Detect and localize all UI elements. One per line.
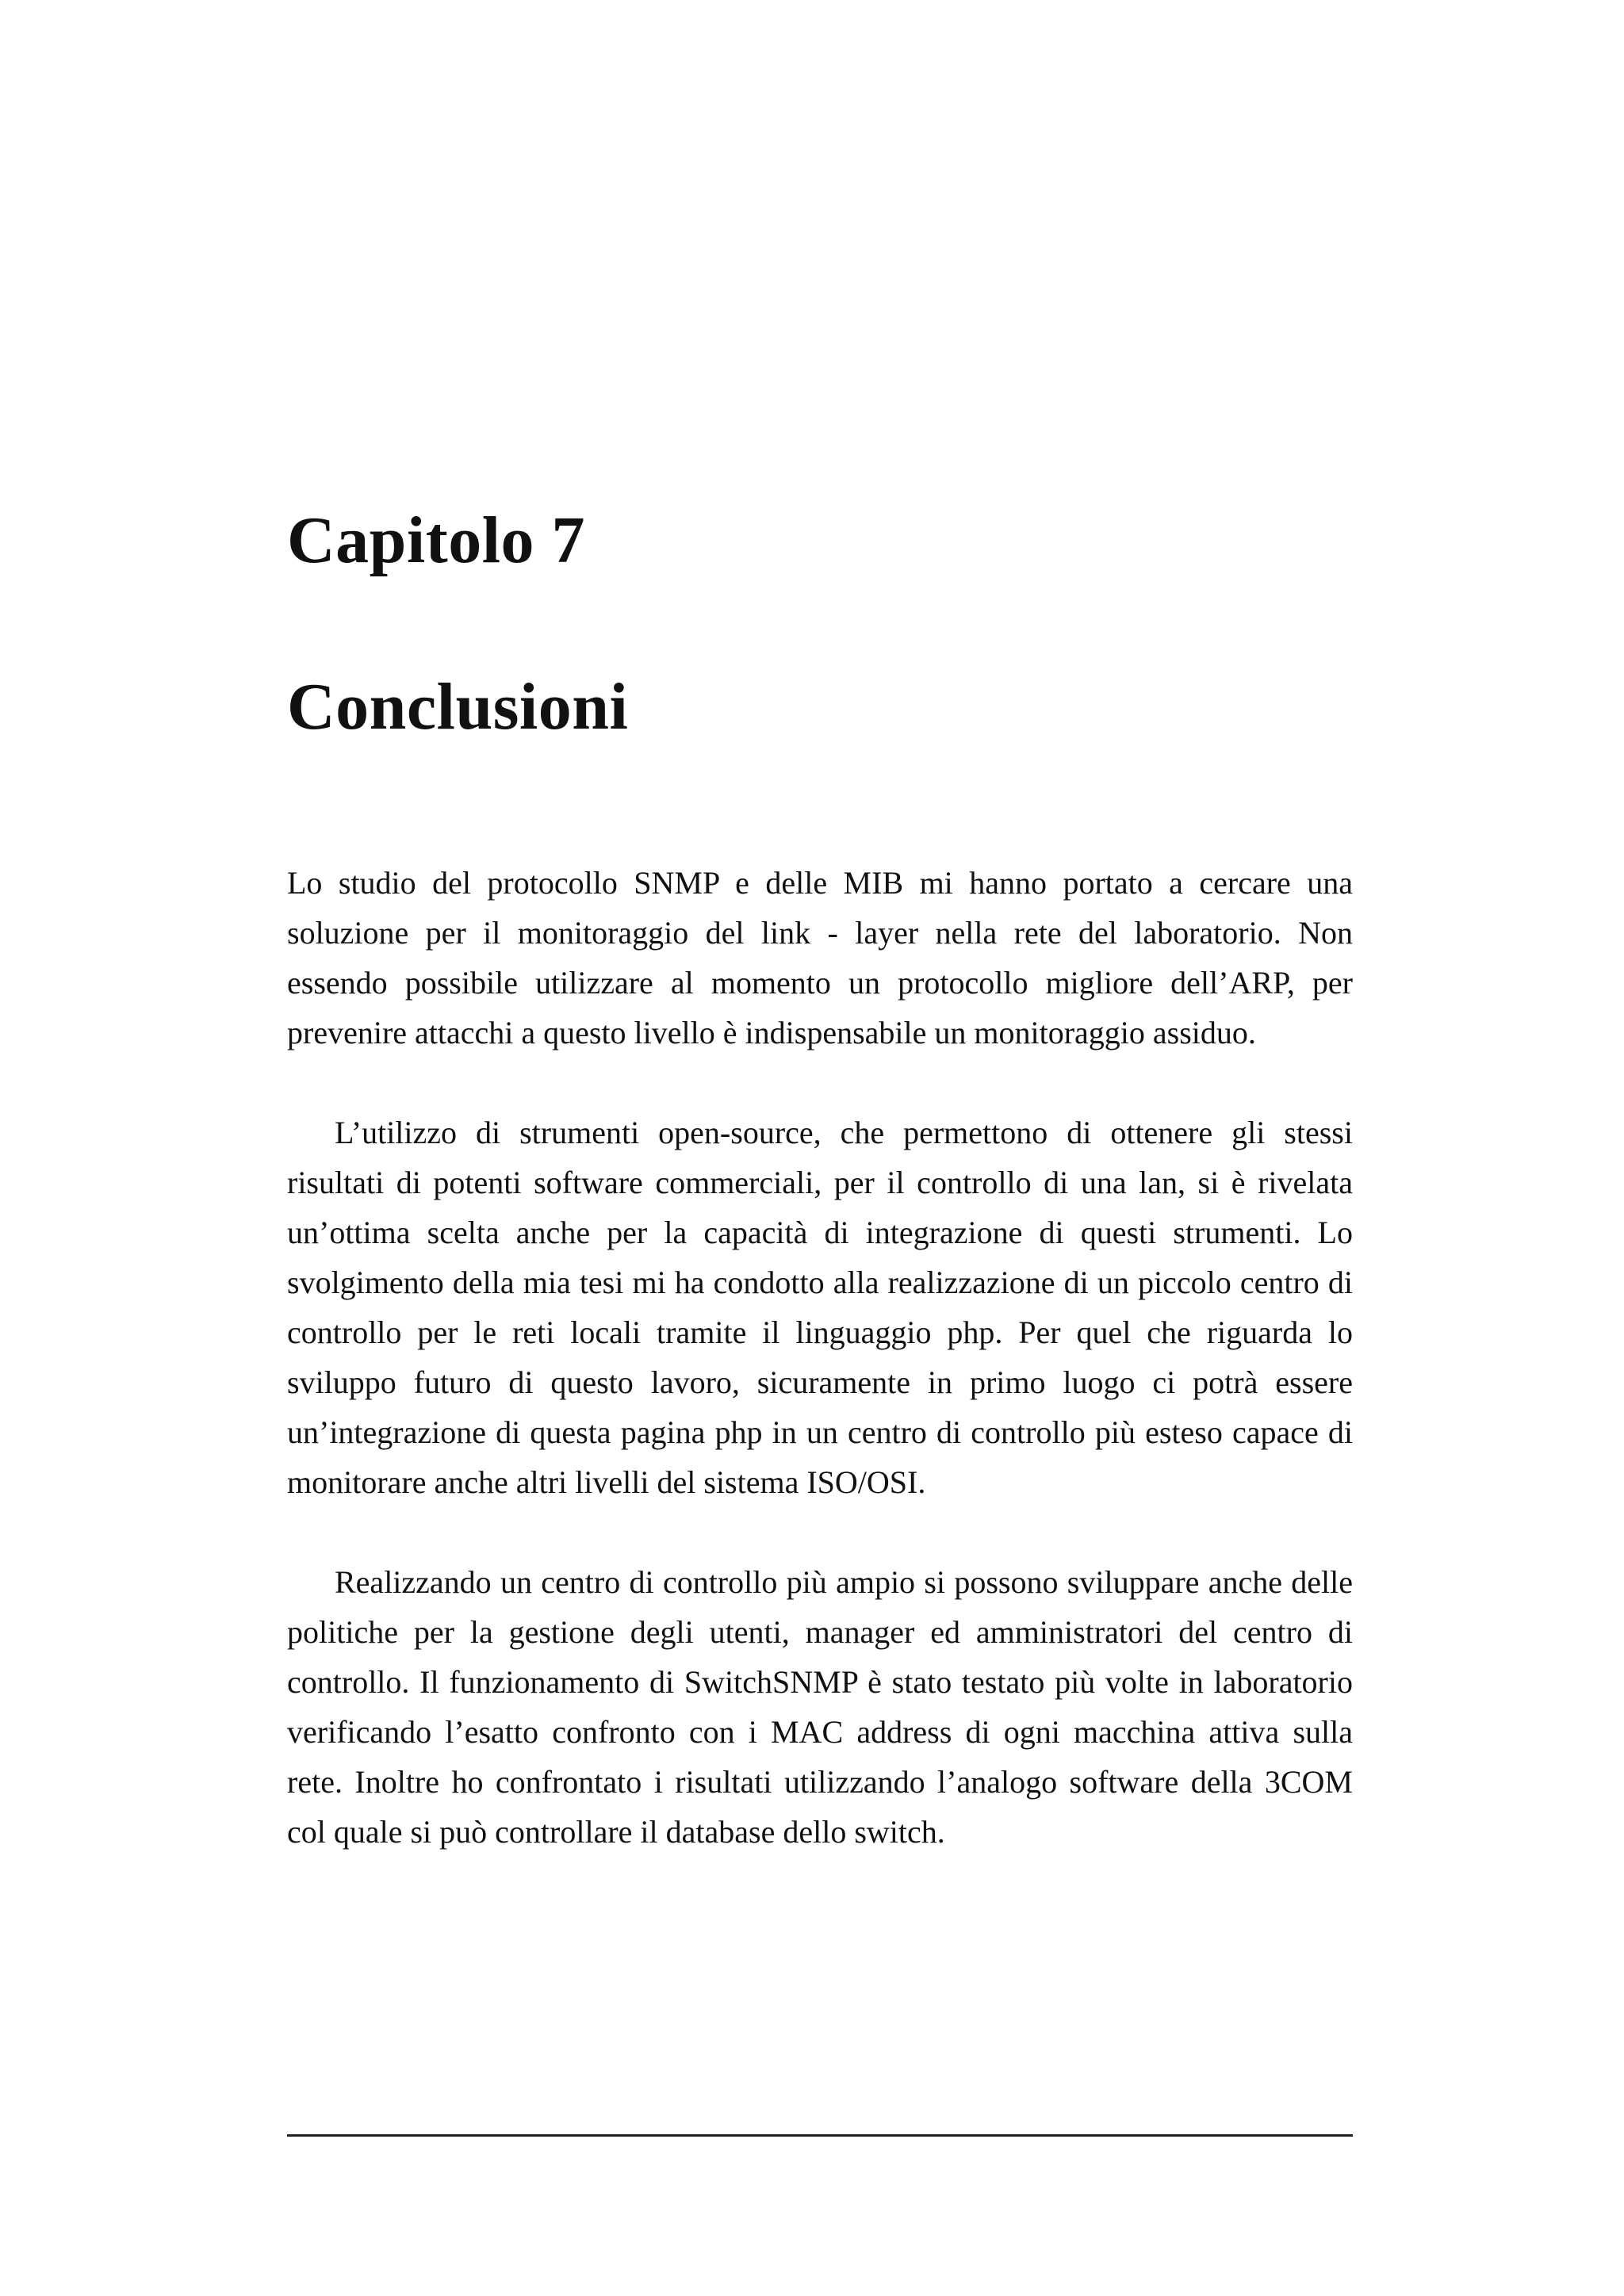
footer-divider xyxy=(287,2134,1353,2137)
paragraph-2: L’utilizzo di strumenti open-source, che permettono di ottenere gli stessi risultati di potenti software commerciali, per il controllo di una lan, si è rivelata un’ottima scelta anche per la capacità di integrazione di questi strumenti. Lo svolgimento della mia tesi mi ha condotto alla realizzazione di un piccolo centro di controllo per le reti locali tramite il linguaggio php. Per quel che riguarda lo sviluppo futuro di questo lavoro, sicuramente in primo luogo ci potrà essere un’integrazione di questa pagina php in un centro di controllo più esteso capace di monitorare anche altri livelli del sistema ISO/OSI. xyxy=(287,1115,1353,1500)
chapter-body xyxy=(287,858,1353,1857)
chapter-number: Capitolo 7 xyxy=(287,503,586,577)
chapter-title: Conclusioni xyxy=(287,670,629,744)
paragraph-1: Lo studio del protocollo SNMP e delle MIB mi hanno portato a cercare una soluzione per il monitoraggio del link - layer nella rete del laboratorio. Non essendo possibile utilizzare al momento un protocollo migliore dell’ARP, per prevenire attacchi a questo livello è indispensabile un monitoraggio assiduo. xyxy=(287,865,1353,1050)
paragraph-3: Realizzando un centro di controllo più ampio si possono sviluppare anche delle politiche per la gestione degli utenti, manager ed amministratori del centro di controllo. Il funzionamento di SwitchSNMP è stato testato più volte in laboratorio verificando l’esatto confronto con i MAC address di ogni macchina attiva sulla rete. Inoltre ho confrontato i risultati utilizzando l’analogo software della 3COM col quale si può controllare il database dello switch. xyxy=(287,1564,1353,1850)
